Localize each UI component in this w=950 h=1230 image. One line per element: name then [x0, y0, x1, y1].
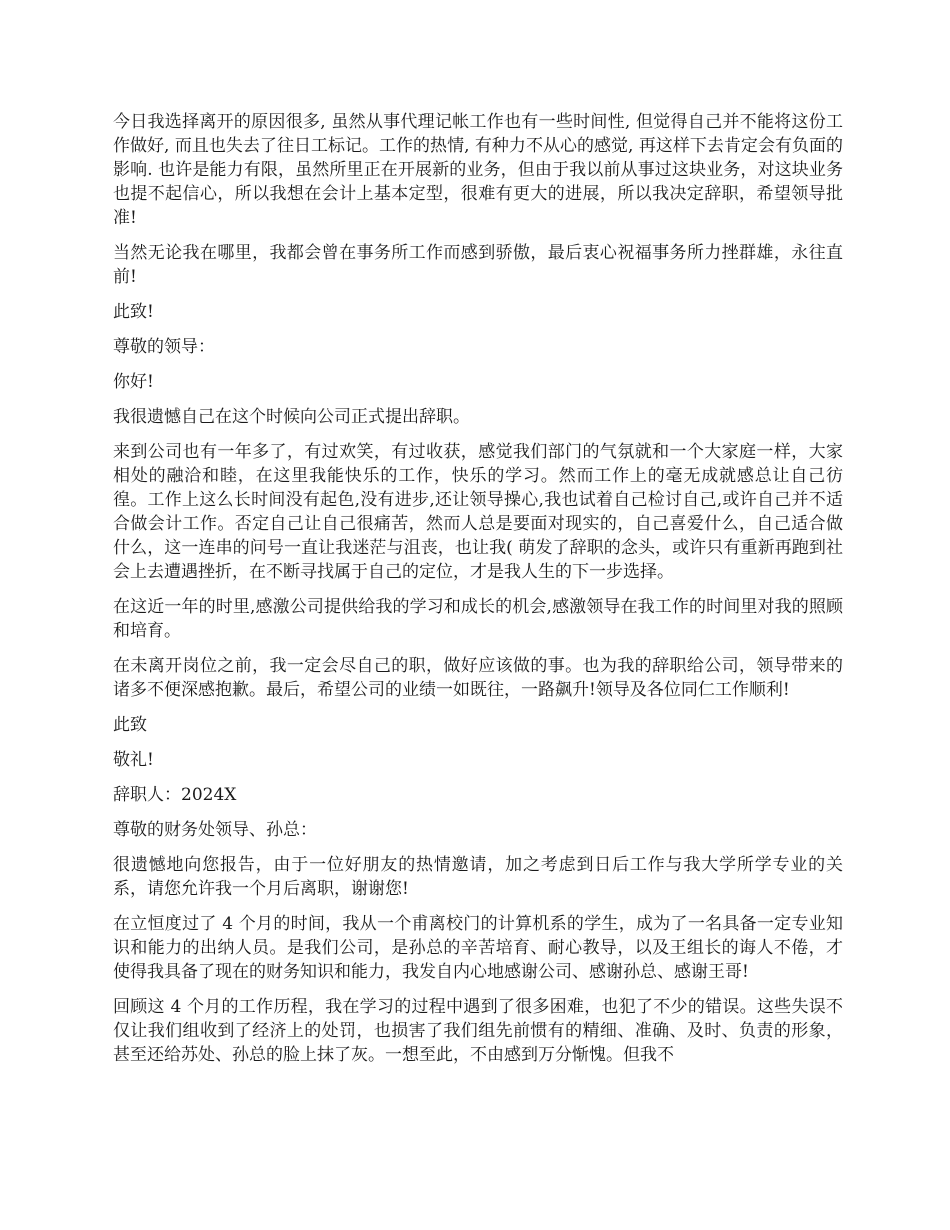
paragraph-7: 来到公司也有一年多了，有过欢笑，有过收获，感觉我们部门的气氛就和一个大家庭一样，大家相处的融洽和睦，在这里我能快乐的工作，快乐的学习。然而工作上的毫无成就感总让自己彷徨。工作上这么长时间没有起色,没有进步,还让领导操心,我也试着自己检讨自己,或许自己并不适合做会计工作。否定自己让自己很痛苦，然而人总是要面对现实的，自己喜爱什么，自己适合做什么，这一连串的问号一直让我迷茫与沮丧，也让我( 萌发了辞职的念头，或许只有重新再跑到社会上去遭遇挫折，在不断寻找属于自己的定位，才是我人生的下一步选择。 — [113, 442, 843, 582]
paragraph-14: 很遗憾地向您报告，由于一位好朋友的热情邀请，加之考虑到日后工作与我大学所学专业的关系，请您允许我一个月后离职，谢谢您! — [113, 855, 843, 899]
paragraph-2: 当然无论我在哪里，我都会曾在事务所工作而感到骄傲，最后衷心祝福事务所力挫群雄，永往直前! — [113, 243, 843, 287]
paragraph-6: 我很遗憾自己在这个时候向公司正式提出辞职。 — [113, 407, 470, 427]
paragraph-10: 此致 — [113, 715, 147, 735]
document-page — [113, 110, 843, 1078]
paragraph-4: 尊敬的领导： — [113, 337, 215, 357]
paragraph-15: 在立恒度过了 4 个月的时间，我从一个甫离校门的计算机系的学生，成为了一名具备一定专业知识和能力的出纳人员。是我们公司，是孙总的辛苦培育、耐心教导，以及王组长的诲人不倦，才使得我具备了现在的财务知识和能力，我发自内心地感谢公司、感谢孙总、感谢王哥! — [113, 914, 843, 982]
paragraph-3: 此致! — [113, 302, 154, 322]
paragraph-11: 敬礼! — [113, 750, 154, 770]
paragraph-1: 今日我选择离开的原因很多, 虽然从事代理记帐工作也有一些时间性, 但觉得自己并不能将这份工作做好, 而且也失去了往日工标记。工作的热情, 有种力不从心的感觉, 再这样下去肯定会有负面的影响. 也许是能力有限，虽然所里正在开展新的业务，但由于我以前从事过这块业务，对这块业务也提不起信心，所以我想在会计上基本定型，很难有更大的进展，所以我决定辞职，希望领导批准! — [113, 112, 843, 228]
paragraph-12: 辞职人：2024X — [113, 785, 237, 805]
paragraph-9: 在未离开岗位之前，我一定会尽自己的职，做好应该做的事。也为我的辞职给公司，领导带来的诸多不便深感抱歉。最后，希望公司的业绩一如既往，一路飙升!领导及各位同仁工作顺利! — [113, 656, 843, 700]
paragraph-13: 尊敬的财务处领导、孙总： — [113, 820, 317, 840]
paragraph-16: 回顾这 4 个月的工作历程，我在学习的过程中遇到了很多困难，也犯了不少的错误。这些失误不仅让我们组收到了经济上的处罚，也损害了我们组先前惯有的精细、准确、及时、负责的形象，甚至还给苏处、孙总的脸上抹了灰。一想至此，不由感到万分惭愧。但我不 — [113, 997, 843, 1065]
paragraph-5: 你好! — [113, 372, 154, 392]
paragraph-8: 在这近一年的时里,感激公司提供给我的学习和成长的机会,感激领导在我工作的时间里对我的照顾和培育。 — [113, 597, 843, 641]
